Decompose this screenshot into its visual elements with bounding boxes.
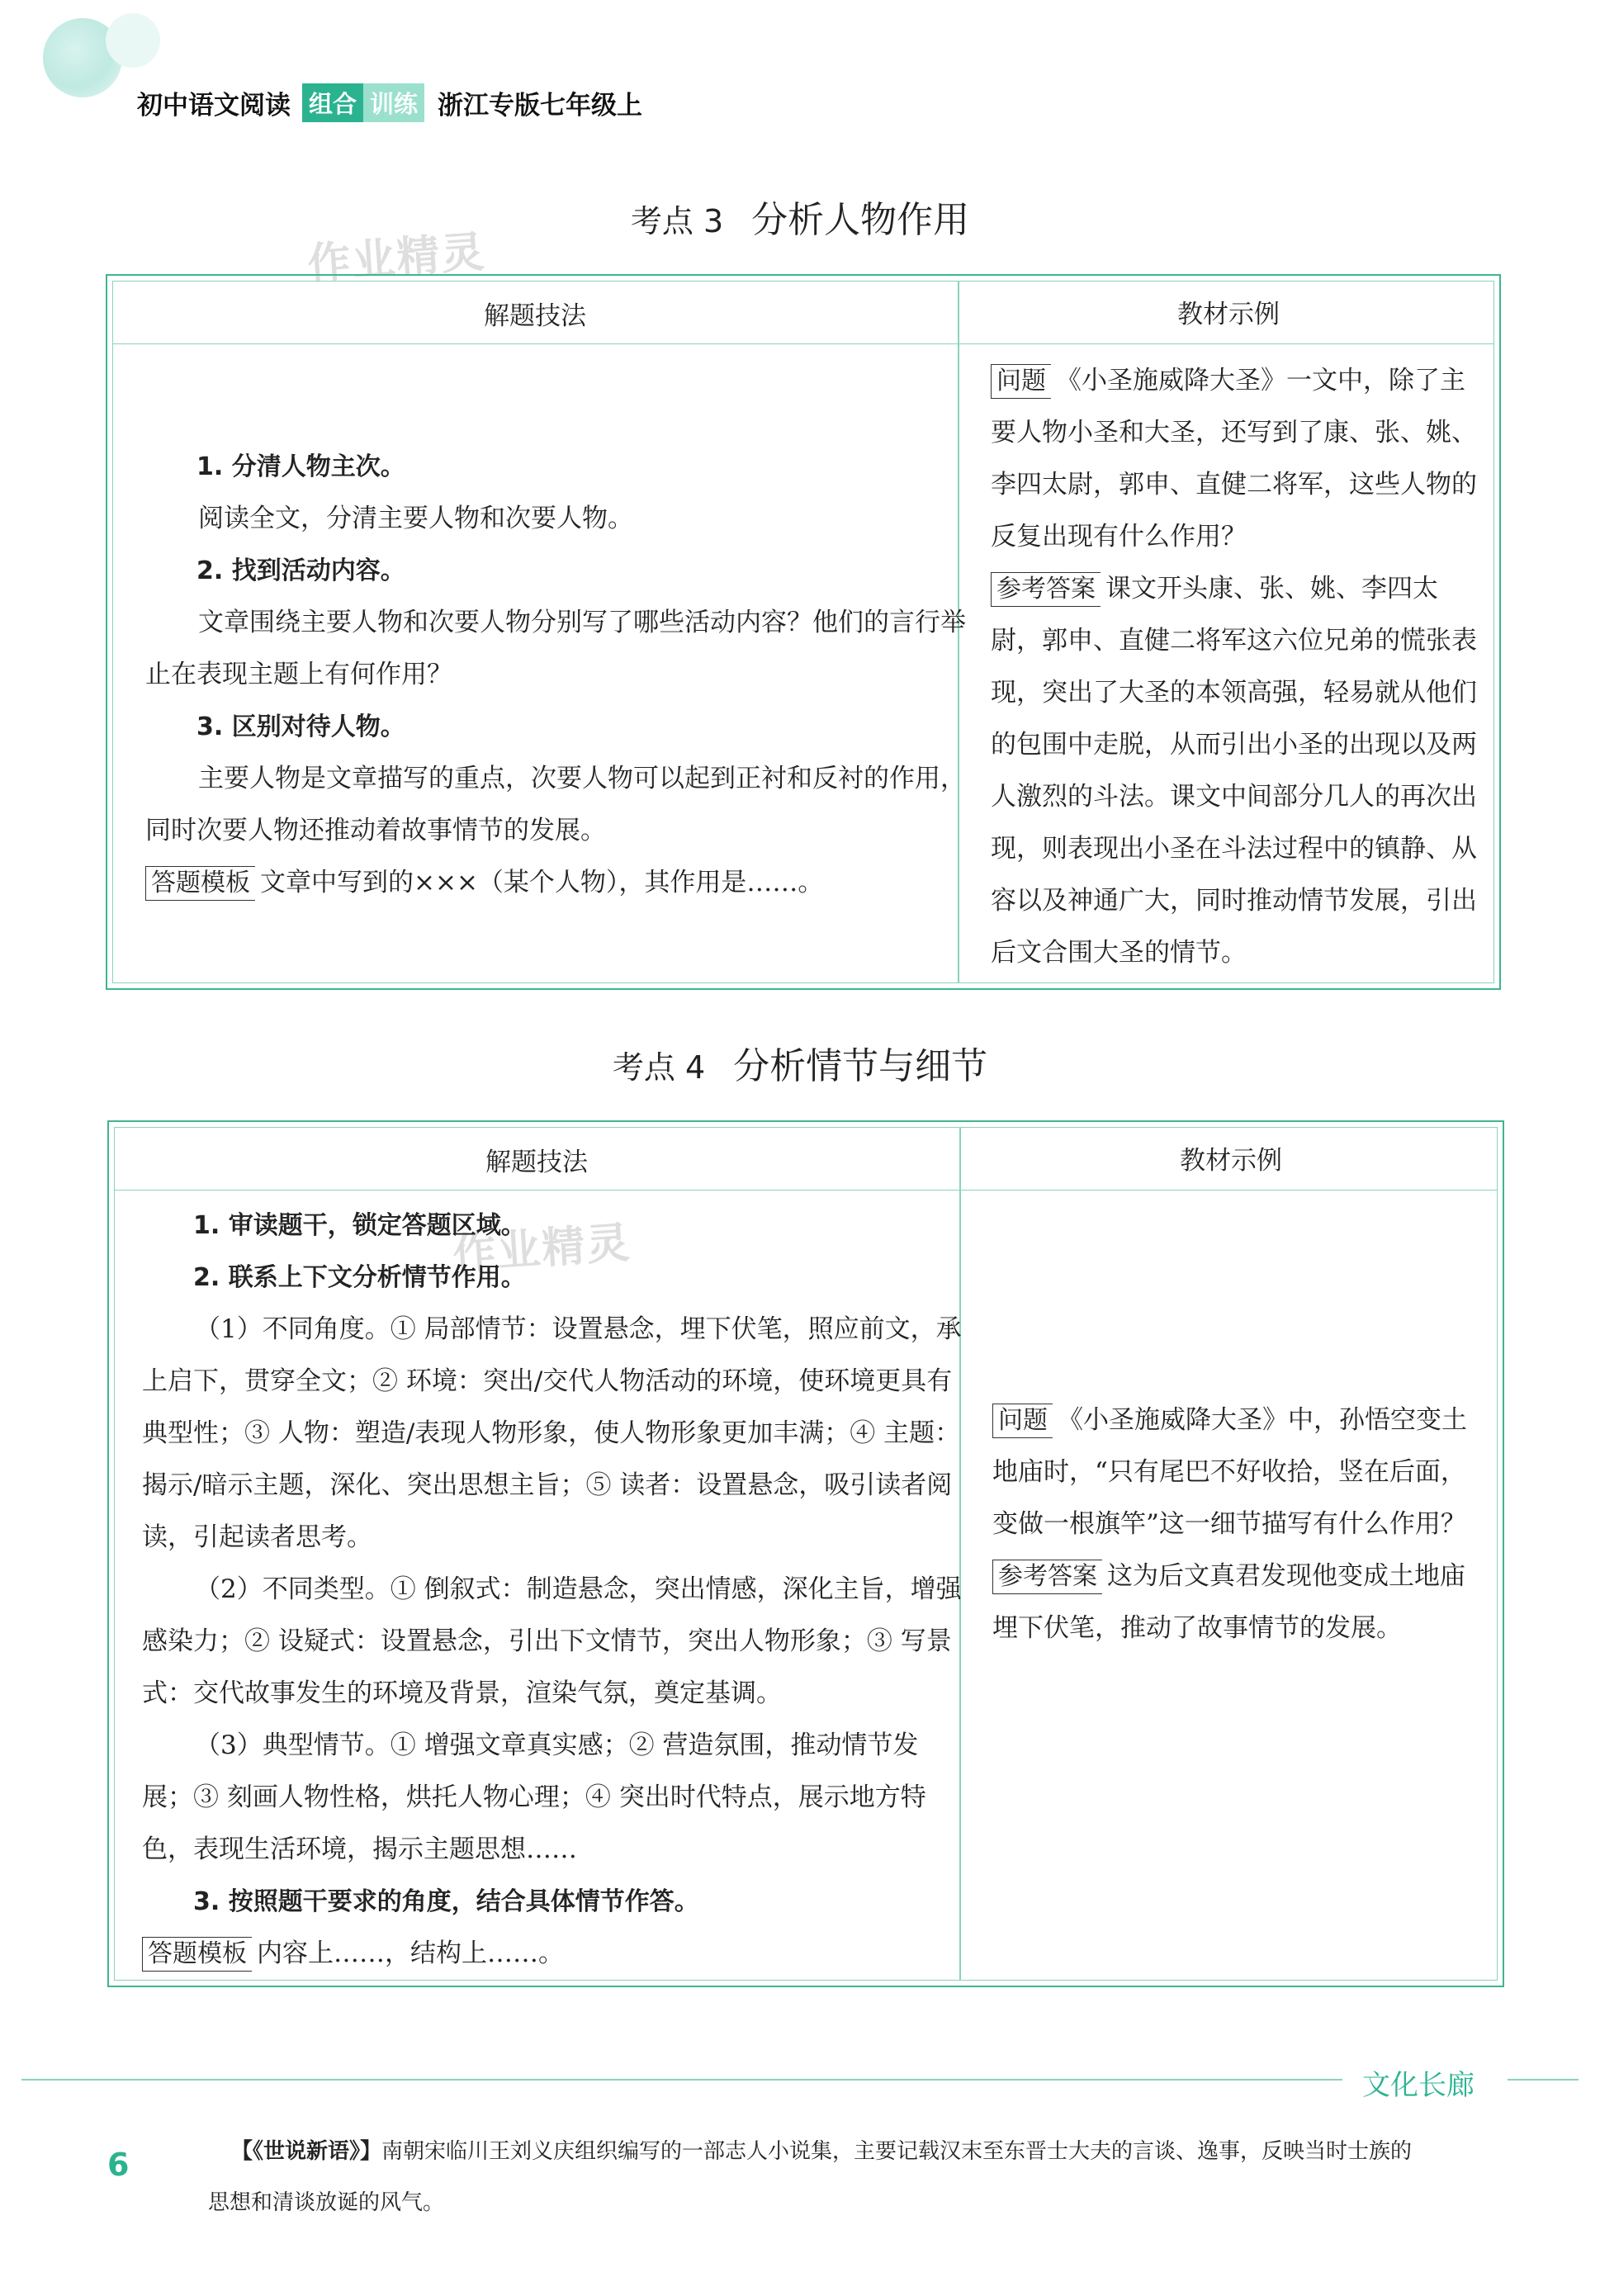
question-tag: 问题 <box>992 1404 1053 1438</box>
template-tag: 答题模板 <box>145 866 255 901</box>
section3-title-text: 分析人物作用 <box>751 199 970 241</box>
answer-tag: 参考答案 <box>991 572 1101 607</box>
section4-example-text <box>992 1394 1481 1655</box>
book-title: 初中语文阅读 <box>137 90 291 121</box>
section3-table <box>106 274 1501 990</box>
template-text: 文章中写到的×××（某个人物），其作用是……。 <box>260 868 824 897</box>
section4-table <box>107 1120 1504 1987</box>
watermark: 作业精灵 <box>305 227 488 290</box>
note-book-name: 【《世说新语》】 <box>231 2139 382 2164</box>
answer-text: 这为后文真君发现他变成土地庙埋下伏笔，推动了故事情节的发展。 <box>992 1561 1465 1643</box>
note-text: 南朝宋临川王刘义庆组织编写的一部志人小说集，主要记载汉末至东晋士大夫的言谈、逸事，反映当时士族的思想和清谈放诞的风气。 <box>208 2139 1413 2215</box>
example-question <box>991 355 1478 563</box>
step-heading: 2. 联系上下文分析情节作用。 <box>193 1263 526 1292</box>
section4-col-examples: 教材示例 <box>1180 1145 1282 1176</box>
answer-template <box>142 1928 968 1980</box>
answer-tag: 参考答案 <box>992 1560 1102 1594</box>
step-heading: 1. 审读题干，锁定答题区域。 <box>193 1211 526 1240</box>
page-header <box>137 81 642 124</box>
step-body: （3）典型情节。① 增强文章真实感；② 营造氛围，推动情节发展；③ 刻画人物性格，烘托人物心理；④ 突出时代特点，展示地方特色，表现生活环境，揭示主题思想…… <box>142 1730 926 1864</box>
question-tag: 问题 <box>991 364 1051 399</box>
section3-number: 考点 3 <box>630 203 724 239</box>
example-answer <box>991 563 1478 979</box>
section4-title-text: 分析情节与细节 <box>733 1045 988 1087</box>
culture-corridor-title: 文化长廊 <box>1362 2069 1475 2102</box>
template-text: 内容上……，结构上……。 <box>257 1939 564 1968</box>
badge-training: 训练 <box>363 83 424 122</box>
section4-methods-text <box>142 1200 968 1980</box>
example-question <box>992 1394 1481 1550</box>
step-heading: 3. 按照题干要求的角度，结合具体情节作答。 <box>193 1887 699 1916</box>
culture-note <box>208 2126 1422 2228</box>
section3-col-methods: 解题技法 <box>484 301 586 331</box>
watermark: 作业精灵 <box>451 1218 633 1281</box>
badge-combo: 组合 <box>302 83 363 122</box>
section4-title <box>0 1036 1600 1089</box>
question-text: 《小圣施威降大圣》中，孙悟空变土地庙时，“只有尾巴不好收拾，竖在后面，变做一根旗竿”这一细节描写有什么作用？ <box>992 1405 1467 1539</box>
page-number: 6 <box>107 2147 130 2183</box>
step-heading: 2. 找到活动内容。 <box>196 556 405 585</box>
section3-example-text <box>991 355 1478 979</box>
step-body: （2）不同类型。① 倒叙式：制造悬念，突出情感，深化主旨，增强感染力；② 设疑式：设置悬念，引出下文情节，突出人物形象；③ 写景式：交代故事发生的环境及背景，渲染气氛，奠定基调。 <box>142 1574 962 1708</box>
example-answer <box>992 1550 1481 1655</box>
step-heading: 3. 区别对待人物。 <box>196 712 405 741</box>
step-heading: 1. 分清人物主次。 <box>196 452 405 481</box>
section4-col-methods: 解题技法 <box>485 1147 588 1177</box>
section3-methods-text <box>145 441 971 909</box>
template-tag: 答题模板 <box>142 1937 252 1972</box>
step-body: 阅读全文，分清主要人物和次要人物。 <box>198 504 633 533</box>
step-body: （1）不同角度。① 局部情节：设置悬念，埋下伏笔，照应前文，承上启下，贯穿全文；② 环境：突出/交代人物活动的环境，使环境更具有典型性；③ 人物：塑造/表现人物形象，使人物形象更加丰满；④ 主题：揭示/暗示主题，深化、突出思想主旨；⑤ 读者：设置悬念，吸引读者阅读，引起读者思考。 <box>142 1314 962 1552</box>
section4-number: 考点 4 <box>612 1049 706 1086</box>
section3-col-examples: 教材示例 <box>1177 299 1280 329</box>
footer-divider <box>21 2079 1342 2081</box>
edition-label: 浙江专版七年级上 <box>438 90 643 121</box>
question-text: 《小圣施威降大圣》一文中，除了主要人物小圣和大圣，还写到了康、张、姚、李四太尉，郭申、直健二将军，这些人物的反复出现有什么作用？ <box>991 366 1477 552</box>
header-decoration-small <box>106 13 160 68</box>
section3-title <box>0 190 1600 243</box>
answer-text: 课文开头康、张、姚、李四太尉，郭申、直健二将军这六位兄弟的慌张表现，突出了大圣的本领高强，轻易就从他们的包围中走脱，从而引出小圣的出现以及两人激烈的斗法。课文中间部分几人的再次出现，则表现出小圣在斗法过程中的镇静、从容以及神通广大，同时推动情节发展，引出后文合围大圣的情节。 <box>991 574 1477 968</box>
answer-template <box>145 857 971 909</box>
step-body: 文章围绕主要人物和次要人物分别写了哪些活动内容？他们的言行举止在表现主题上有何作用？ <box>145 608 966 689</box>
step-body: 主要人物是文章描写的重点，次要人物可以起到正衬和反衬的作用，同时次要人物还推动着故事情节的发展。 <box>145 764 966 845</box>
footer-divider-right <box>1508 2079 1579 2081</box>
